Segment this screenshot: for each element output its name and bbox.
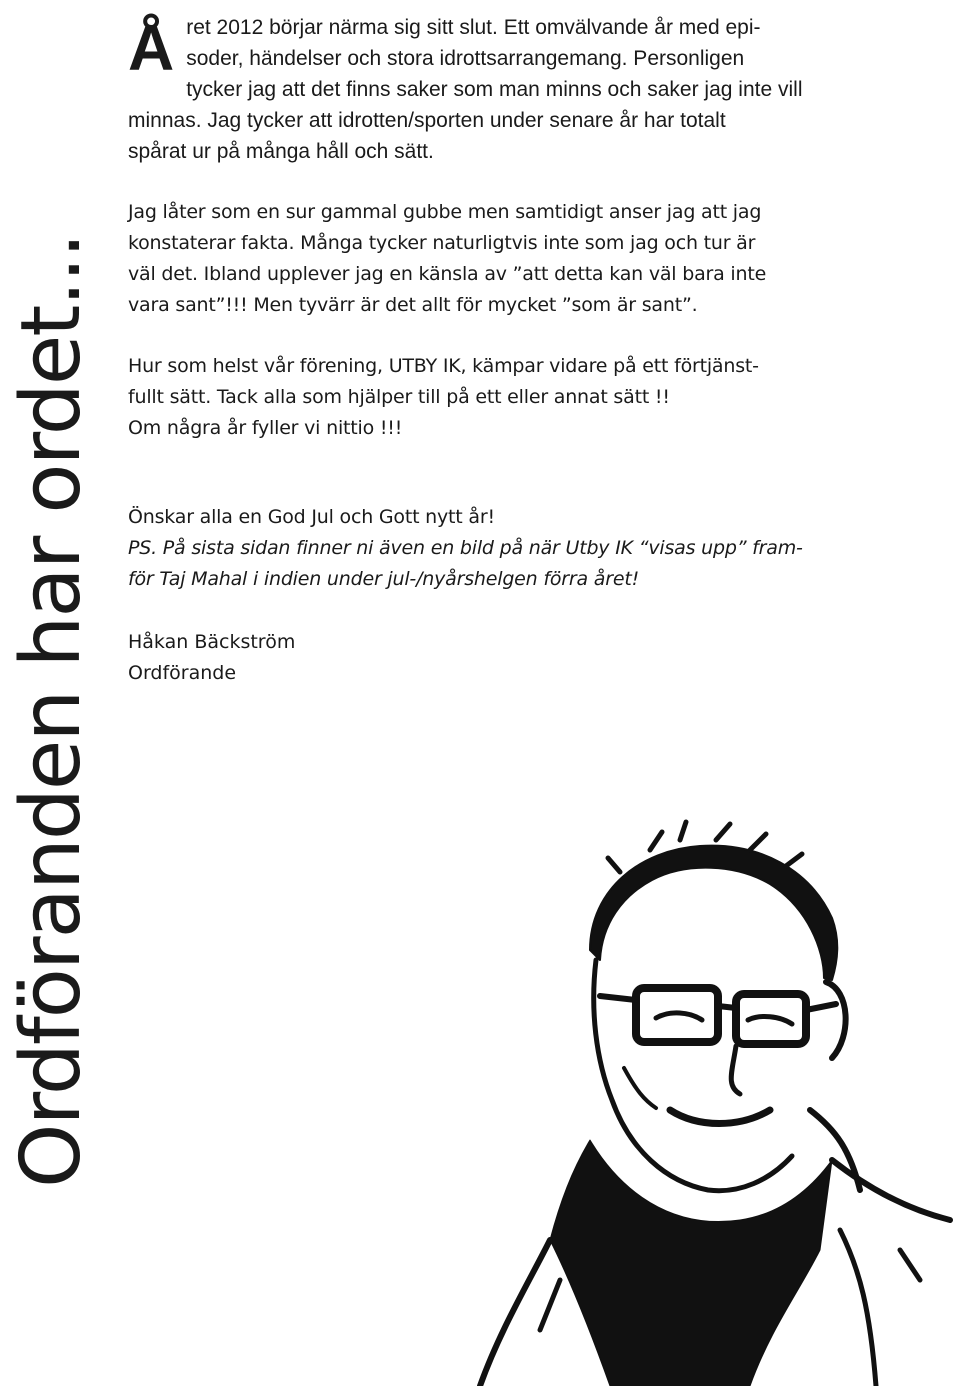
ps-line: för Taj Mahal i indien under jul-/nyårshelgen förra året! [128,568,639,590]
paragraph-second [128,197,888,321]
portrait-scarf [550,1140,832,1386]
body-line: fullt sätt. Tack alla som hjälper till på ett eller annat sätt !! [128,386,670,408]
portrait-mouth [670,1110,770,1124]
portrait-cheek [624,1068,656,1108]
body-line: vara sant”!!! Men tyvärr är det allt för mycket ”som är sant”. [128,294,698,316]
side-title: Ordföranden har ordet... [4,234,99,1188]
body-line: väl det. Ibland upplever jag en känsla av ”att detta kan väl bara inte [128,263,767,285]
intro-line: ret 2012 börjar närma sig sitt slut. Ett omvälvande år med epi- [186,16,761,39]
body-line: Hur som helst vår förening, UTBY IK, kämpar vidare på ett förtjänst- [128,355,759,377]
signature-block [128,627,888,689]
body-line: Om några år fyller vi nittio !!! [128,417,403,439]
portrait-nose [731,1046,740,1094]
portrait-coat-left [480,1240,550,1386]
portrait-hair [590,846,837,980]
drop-cap: Å [128,12,175,84]
greeting-block [128,502,888,595]
intro-line: tycker jag att det finns saker som man minns och saker jag inte vill [186,78,803,101]
chairman-portrait [440,810,960,1386]
paragraph-third [128,351,888,444]
intro-line: soder, händelser och stora idrottsarrangemang. Personligen [186,47,745,70]
ps-line: PS. På sista sidan finner ni även en bild på när Utby IK “visas upp” fram- [128,537,803,559]
signature-role: Ordförande [128,662,237,684]
intro-line: minnas. Jag tycker att idrotten/sporten under senare år har totalt [128,109,726,132]
body-line: Jag låter som en sur gammal gubbe men samtidigt anser jag att jag [128,201,762,223]
portrait-coat-right [832,1160,950,1220]
body-line: konstaterar fakta. Många tycker naturligtvis inte som jag och tur är [128,232,756,254]
intro-line: spårat ur på många håll och sätt. [128,140,434,163]
portrait-eyes [656,1013,792,1024]
portrait-ear [826,982,846,1058]
article [128,12,888,689]
paragraph-intro [128,12,888,167]
greeting: Önskar alla en God Jul och Gott nytt år! [128,506,495,528]
signature-name: Håkan Bäckström [128,631,296,653]
